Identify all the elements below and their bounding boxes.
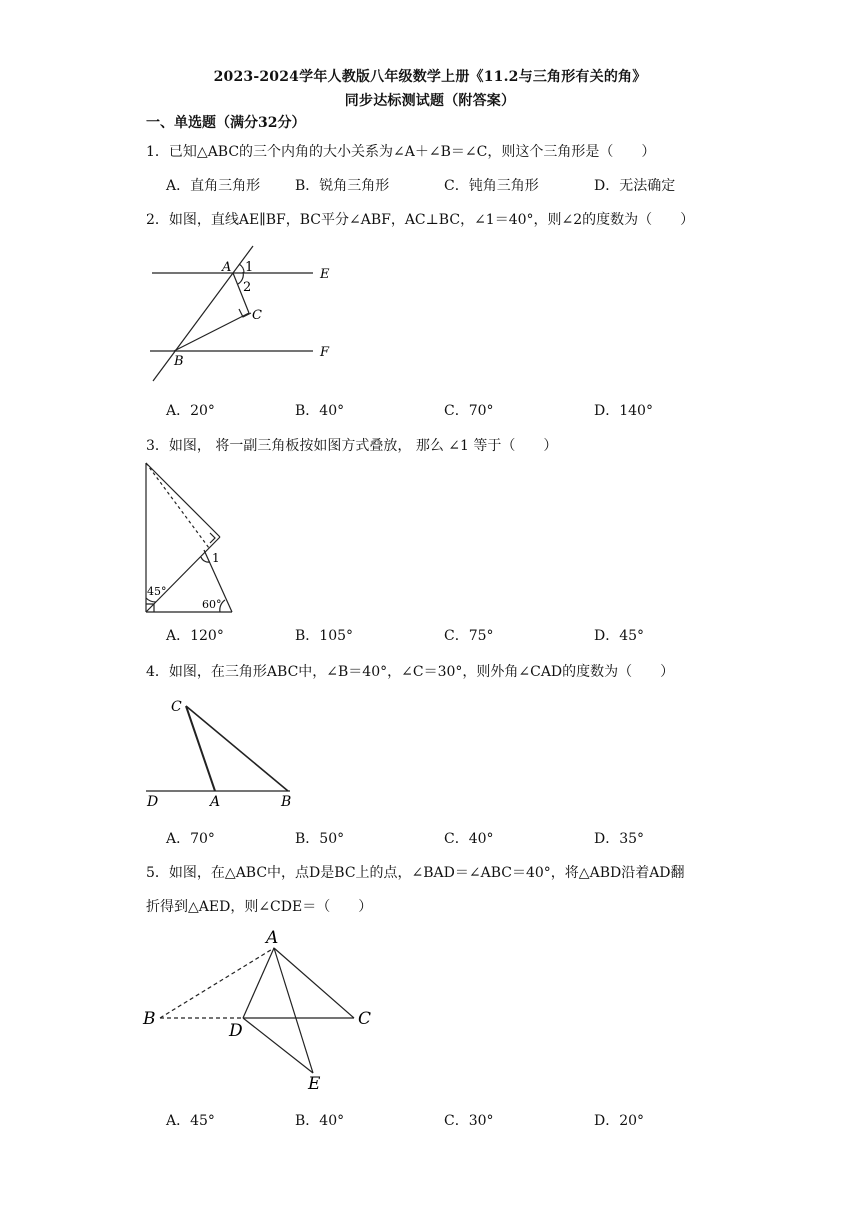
label-a: A	[266, 928, 279, 948]
label-b: B	[174, 354, 184, 369]
option-d[interactable]: D．35°	[594, 831, 645, 847]
document-title-line2: 同步达标测试题（附答案）	[344, 93, 516, 109]
question-text: 如图，直线AE∥BF，BC平分∠ABF，AC⊥BC，∠1＝40°，则∠2的度数为（ ）	[168, 212, 695, 228]
line-ab-extended	[153, 246, 253, 381]
option-b[interactable]: B．40°	[295, 403, 345, 419]
option-a[interactable]: A．直角三角形	[166, 178, 261, 194]
section-heading: 一、单选题（满分32分）	[146, 115, 306, 131]
label-b: B	[143, 1009, 156, 1029]
question-text: 如图，在△ABC中，点D是BC上的点，∠BAD＝∠ABC＝40°，将△ABD沿着AD翻	[168, 865, 685, 881]
label-e: E	[320, 267, 330, 282]
label-c: C	[358, 1009, 372, 1029]
segment-ac	[274, 948, 354, 1018]
segment-bc	[174, 313, 249, 351]
question-number: 3．	[146, 438, 169, 454]
option-b[interactable]: B．105°	[295, 628, 354, 644]
option-a[interactable]: A．20°	[166, 403, 215, 419]
label-d: D	[229, 1021, 243, 1041]
segment-ba-dashed	[160, 948, 274, 1018]
option-d[interactable]: D．无法确定	[594, 178, 676, 194]
label-a: A	[222, 260, 232, 275]
question-number: 1．	[146, 144, 169, 160]
label-60: 60°	[202, 598, 222, 611]
option-a[interactable]: A．45°	[166, 1113, 215, 1129]
option-c[interactable]: C．40°	[444, 831, 494, 847]
question-number: 5．	[146, 865, 169, 881]
option-b[interactable]: B．50°	[295, 831, 345, 847]
option-c[interactable]: C．钝角三角形	[444, 178, 539, 194]
option-b[interactable]: B．锐角三角形	[295, 178, 390, 194]
label-f: F	[320, 345, 330, 360]
question-text-continued: 折得到△AED，则∠CDE＝（ ）	[146, 899, 373, 915]
question-number: 2．	[146, 212, 169, 228]
right-angle-mark-top	[210, 533, 215, 543]
label-c: C	[252, 308, 262, 323]
question-text: 如图， 将一副三角板按如图方式叠放， 那么 ∠1 等于（ ）	[168, 438, 558, 454]
label-2: 2	[243, 280, 252, 295]
option-a[interactable]: A．70°	[166, 831, 215, 847]
label-a: A	[210, 794, 221, 810]
label-c: C	[171, 699, 182, 715]
question-5	[146, 862, 685, 882]
question-3	[146, 435, 557, 455]
question-number: 4．	[146, 664, 169, 680]
option-d[interactable]: D．140°	[594, 403, 653, 419]
option-d[interactable]: D．45°	[594, 628, 645, 644]
option-c[interactable]: C．30°	[444, 1113, 494, 1129]
set-square-hypotenuse-upper	[146, 463, 220, 537]
label-1: 1	[245, 260, 254, 275]
option-c[interactable]: C．75°	[444, 628, 494, 644]
label-d: D	[147, 794, 159, 810]
label-1: 1	[212, 551, 220, 565]
option-d[interactable]: D．20°	[594, 1113, 645, 1129]
angle-45-arc	[146, 598, 156, 602]
option-c[interactable]: C．70°	[444, 403, 494, 419]
segment-de	[243, 1018, 313, 1073]
dashed-line	[146, 463, 209, 548]
angle-1-arc	[239, 264, 244, 273]
right-angle-mark	[239, 309, 251, 317]
segment-ad	[243, 948, 274, 1018]
option-b[interactable]: B．40°	[295, 1113, 345, 1129]
document-title-line1: 2023-2024学年人教版八年级数学上册《11.2与三角形有关的角》	[213, 69, 647, 85]
label-b: B	[281, 794, 292, 810]
question-4	[146, 661, 674, 681]
option-a[interactable]: A．120°	[166, 628, 224, 644]
question-text: 已知△ABC的三个内角的大小关系为∠A＋∠B＝∠C，则这个三角形是（ ）	[168, 144, 656, 160]
question-5-continued	[146, 896, 372, 916]
label-45: 45°	[147, 585, 167, 598]
question-text: 如图，在三角形ABC中，∠B＝40°，∠C＝30°，则外角∠CAD的度数为（ ）	[168, 664, 675, 680]
label-e: E	[308, 1074, 321, 1094]
segment-ae	[274, 948, 313, 1073]
